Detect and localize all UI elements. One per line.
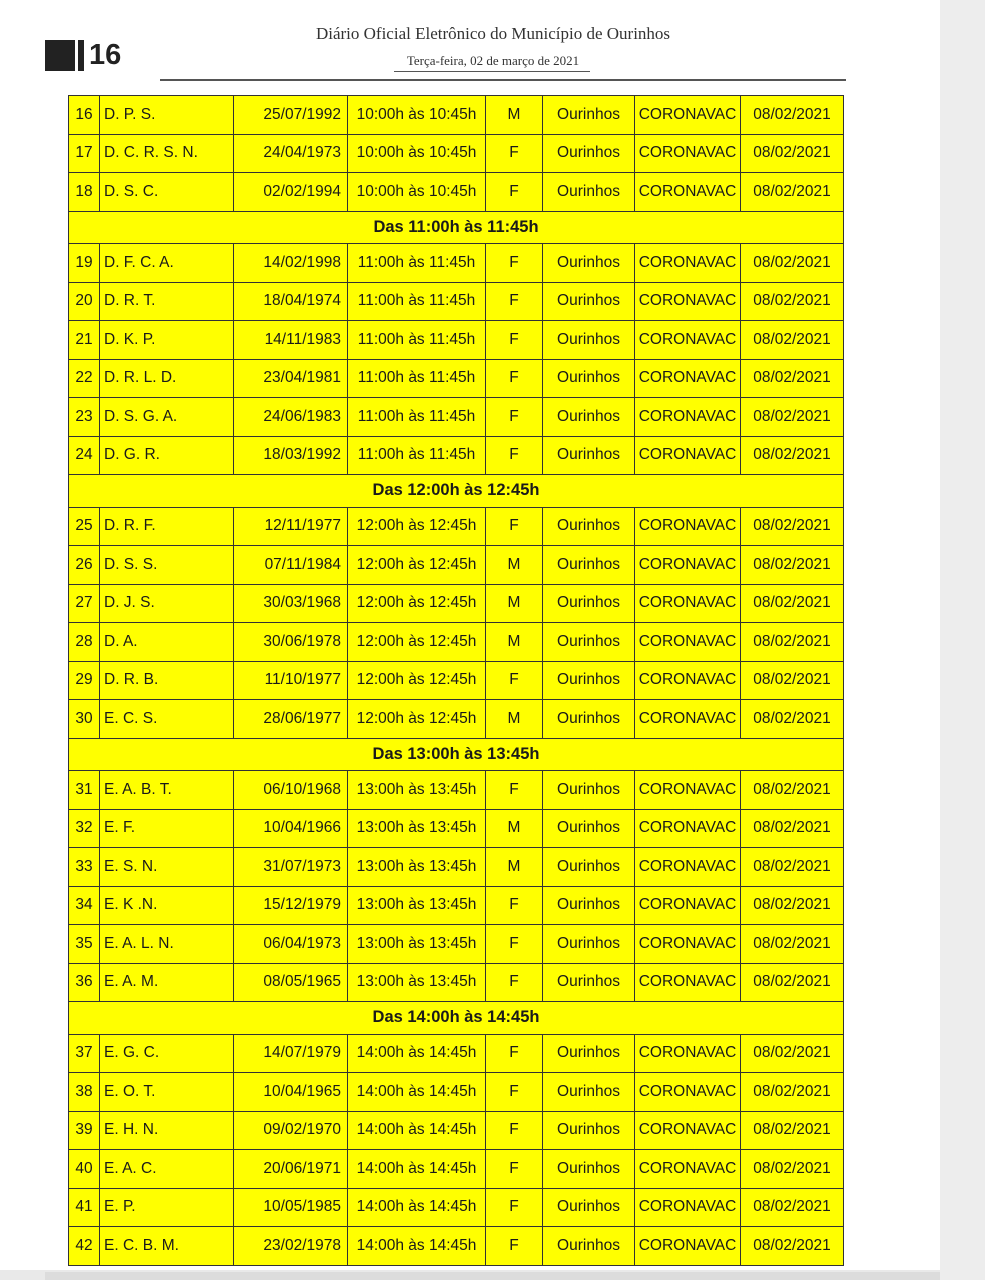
table-row bbox=[69, 173, 844, 212]
sex-cell: F bbox=[486, 282, 543, 321]
vaccination-date-cell: 08/02/2021 bbox=[741, 771, 844, 810]
initials-cell: D. G. R. bbox=[100, 436, 234, 475]
sex-cell: M bbox=[486, 809, 543, 848]
sex-cell: M bbox=[486, 623, 543, 662]
birth-date-cell: 09/02/1970 bbox=[234, 1111, 348, 1150]
table-row bbox=[69, 282, 844, 321]
table-row bbox=[69, 886, 844, 925]
vaccine-cell: CORONAVAC bbox=[635, 398, 741, 437]
time-slot-cell: 11:00h às 11:45h bbox=[348, 436, 486, 475]
initials-cell: E. C. B. M. bbox=[100, 1227, 234, 1266]
table-row bbox=[69, 623, 844, 662]
birth-date-cell: 30/06/1978 bbox=[234, 623, 348, 662]
initials-cell: E. K .N. bbox=[100, 886, 234, 925]
row-number-cell: 39 bbox=[69, 1111, 100, 1150]
city-cell: Ourinhos bbox=[543, 1150, 635, 1189]
time-slot-cell: 11:00h às 11:45h bbox=[348, 244, 486, 283]
row-number-cell: 32 bbox=[69, 809, 100, 848]
viewer-background bbox=[940, 0, 985, 1280]
time-slot-cell: 14:00h às 14:45h bbox=[348, 1073, 486, 1112]
city-cell: Ourinhos bbox=[543, 321, 635, 360]
birth-date-cell: 14/11/1983 bbox=[234, 321, 348, 360]
city-cell: Ourinhos bbox=[543, 507, 635, 546]
table-row bbox=[69, 244, 844, 283]
vaccination-date-cell: 08/02/2021 bbox=[741, 173, 844, 212]
time-slot-cell: 14:00h às 14:45h bbox=[348, 1188, 486, 1227]
birth-date-cell: 10/04/1965 bbox=[234, 1073, 348, 1112]
vaccine-cell: CORONAVAC bbox=[635, 134, 741, 173]
sex-cell: F bbox=[486, 1073, 543, 1112]
time-slot-cell: 14:00h às 14:45h bbox=[348, 1150, 486, 1189]
initials-cell: D. A. bbox=[100, 623, 234, 662]
vaccination-date-cell: 08/02/2021 bbox=[741, 1188, 844, 1227]
gazette-date: Terça-feira, 02 de março de 2021 bbox=[406, 53, 580, 68]
city-cell: Ourinhos bbox=[543, 1073, 635, 1112]
initials-cell: E. H. N. bbox=[100, 1111, 234, 1150]
birth-date-cell: 30/03/1968 bbox=[234, 584, 348, 623]
city-cell: Ourinhos bbox=[543, 1227, 635, 1266]
vaccination-date-cell: 08/02/2021 bbox=[741, 925, 844, 964]
initials-cell: D. C. R. S. N. bbox=[100, 134, 234, 173]
sex-cell: F bbox=[486, 321, 543, 360]
vaccination-date-cell: 08/02/2021 bbox=[741, 963, 844, 1002]
city-cell: Ourinhos bbox=[543, 1034, 635, 1073]
city-cell: Ourinhos bbox=[543, 623, 635, 662]
birth-date-cell: 12/11/1977 bbox=[234, 507, 348, 546]
initials-cell: E. A. M. bbox=[100, 963, 234, 1002]
page-number: 16 bbox=[89, 39, 122, 71]
time-group-header-row bbox=[69, 211, 844, 244]
vaccination-date-cell: 08/02/2021 bbox=[741, 848, 844, 887]
city-cell: Ourinhos bbox=[543, 925, 635, 964]
initials-cell: D. R. T. bbox=[100, 282, 234, 321]
vaccination-date-cell: 08/02/2021 bbox=[741, 700, 844, 739]
vaccine-cell: CORONAVAC bbox=[635, 700, 741, 739]
birth-date-cell: 24/04/1973 bbox=[234, 134, 348, 173]
sex-cell: F bbox=[486, 244, 543, 283]
vaccine-cell: CORONAVAC bbox=[635, 886, 741, 925]
row-number-cell: 42 bbox=[69, 1227, 100, 1266]
birth-date-cell: 06/10/1968 bbox=[234, 771, 348, 810]
sex-cell: F bbox=[486, 173, 543, 212]
table-row bbox=[69, 96, 844, 135]
table-row bbox=[69, 809, 844, 848]
time-slot-cell: 12:00h às 12:45h bbox=[348, 700, 486, 739]
table-row bbox=[69, 925, 844, 964]
city-cell: Ourinhos bbox=[543, 546, 635, 585]
table-row bbox=[69, 584, 844, 623]
initials-cell: D. R. B. bbox=[100, 661, 234, 700]
initials-cell: D. R. F. bbox=[100, 507, 234, 546]
table-row bbox=[69, 771, 844, 810]
birth-date-cell: 31/07/1973 bbox=[234, 848, 348, 887]
sex-cell: M bbox=[486, 700, 543, 739]
birth-date-cell: 08/05/1965 bbox=[234, 963, 348, 1002]
row-number-cell: 27 bbox=[69, 584, 100, 623]
initials-cell: E. A. L. N. bbox=[100, 925, 234, 964]
birth-date-cell: 14/02/1998 bbox=[234, 244, 348, 283]
schedule-body bbox=[69, 96, 844, 1266]
date-underline bbox=[394, 71, 590, 72]
sex-cell: F bbox=[486, 398, 543, 437]
table-row bbox=[69, 700, 844, 739]
city-cell: Ourinhos bbox=[543, 661, 635, 700]
row-number-cell: 35 bbox=[69, 925, 100, 964]
initials-cell: E. C. S. bbox=[100, 700, 234, 739]
sex-cell: M bbox=[486, 96, 543, 135]
row-number-cell: 23 bbox=[69, 398, 100, 437]
city-cell: Ourinhos bbox=[543, 96, 635, 135]
city-cell: Ourinhos bbox=[543, 134, 635, 173]
vaccination-date-cell: 08/02/2021 bbox=[741, 1150, 844, 1189]
time-slot-cell: 10:00h às 10:45h bbox=[348, 134, 486, 173]
initials-cell: D. K. P. bbox=[100, 321, 234, 360]
vaccine-cell: CORONAVAC bbox=[635, 96, 741, 135]
vaccine-cell: CORONAVAC bbox=[635, 244, 741, 283]
vaccination-date-cell: 08/02/2021 bbox=[741, 359, 844, 398]
initials-cell: D. S. C. bbox=[100, 173, 234, 212]
vaccine-cell: CORONAVAC bbox=[635, 507, 741, 546]
row-number-cell: 25 bbox=[69, 507, 100, 546]
time-slot-cell: 14:00h às 14:45h bbox=[348, 1111, 486, 1150]
row-number-cell: 19 bbox=[69, 244, 100, 283]
table-row bbox=[69, 546, 844, 585]
birth-date-cell: 25/07/1992 bbox=[234, 96, 348, 135]
time-slot-cell: 11:00h às 11:45h bbox=[348, 398, 486, 437]
sex-cell: F bbox=[486, 925, 543, 964]
initials-cell: E. F. bbox=[100, 809, 234, 848]
gazette-title: Diário Oficial Eletrônico do Município de Ourinhos bbox=[315, 24, 671, 43]
vaccination-date-cell: 08/02/2021 bbox=[741, 398, 844, 437]
vaccine-cell: CORONAVAC bbox=[635, 1111, 741, 1150]
time-slot-cell: 10:00h às 10:45h bbox=[348, 96, 486, 135]
birth-date-cell: 06/04/1973 bbox=[234, 925, 348, 964]
time-slot-cell: 11:00h às 11:45h bbox=[348, 359, 486, 398]
time-slot-cell: 10:00h às 10:45h bbox=[348, 173, 486, 212]
vaccine-cell: CORONAVAC bbox=[635, 436, 741, 475]
vaccine-cell: CORONAVAC bbox=[635, 771, 741, 810]
table-row bbox=[69, 321, 844, 360]
row-number-cell: 34 bbox=[69, 886, 100, 925]
city-cell: Ourinhos bbox=[543, 848, 635, 887]
table-row bbox=[69, 507, 844, 546]
initials-cell: E. P. bbox=[100, 1188, 234, 1227]
row-number-cell: 30 bbox=[69, 700, 100, 739]
initials-cell: E. A. C. bbox=[100, 1150, 234, 1189]
vaccine-cell: CORONAVAC bbox=[635, 321, 741, 360]
time-slot-cell: 14:00h às 14:45h bbox=[348, 1034, 486, 1073]
time-group-header-row bbox=[69, 738, 844, 771]
time-slot-cell: 13:00h às 13:45h bbox=[348, 771, 486, 810]
vaccination-date-cell: 08/02/2021 bbox=[741, 1111, 844, 1150]
row-number-cell: 20 bbox=[69, 282, 100, 321]
sex-cell: F bbox=[486, 359, 543, 398]
table-row bbox=[69, 1150, 844, 1189]
vaccination-date-cell: 08/02/2021 bbox=[741, 96, 844, 135]
time-slot-cell: 13:00h às 13:45h bbox=[348, 848, 486, 887]
time-group-header-row bbox=[69, 475, 844, 508]
city-cell: Ourinhos bbox=[543, 436, 635, 475]
sex-cell: M bbox=[486, 546, 543, 585]
initials-cell: E. S. N. bbox=[100, 848, 234, 887]
vaccine-cell: CORONAVAC bbox=[635, 173, 741, 212]
city-cell: Ourinhos bbox=[543, 1188, 635, 1227]
vaccine-cell: CORONAVAC bbox=[635, 848, 741, 887]
sex-cell: F bbox=[486, 1034, 543, 1073]
table-row bbox=[69, 436, 844, 475]
row-number-cell: 31 bbox=[69, 771, 100, 810]
initials-cell: D. R. L. D. bbox=[100, 359, 234, 398]
vaccine-cell: CORONAVAC bbox=[635, 661, 741, 700]
time-slot-cell: 12:00h às 12:45h bbox=[348, 507, 486, 546]
city-cell: Ourinhos bbox=[543, 1111, 635, 1150]
sex-cell: F bbox=[486, 134, 543, 173]
sex-cell: F bbox=[486, 507, 543, 546]
time-group-header: Das 13:00h às 13:45h bbox=[69, 738, 844, 771]
vaccination-date-cell: 08/02/2021 bbox=[741, 134, 844, 173]
vaccine-cell: CORONAVAC bbox=[635, 282, 741, 321]
vaccine-cell: CORONAVAC bbox=[635, 359, 741, 398]
initials-cell: D. J. S. bbox=[100, 584, 234, 623]
birth-date-cell: 23/04/1981 bbox=[234, 359, 348, 398]
vaccination-date-cell: 08/02/2021 bbox=[741, 1034, 844, 1073]
row-number-cell: 36 bbox=[69, 963, 100, 1002]
table-row bbox=[69, 1111, 844, 1150]
time-slot-cell: 12:00h às 12:45h bbox=[348, 661, 486, 700]
time-slot-cell: 14:00h às 14:45h bbox=[348, 1227, 486, 1266]
vaccine-cell: CORONAVAC bbox=[635, 1073, 741, 1112]
sex-cell: F bbox=[486, 436, 543, 475]
row-number-cell: 17 bbox=[69, 134, 100, 173]
table-row bbox=[69, 134, 844, 173]
time-slot-cell: 13:00h às 13:45h bbox=[348, 963, 486, 1002]
sex-cell: F bbox=[486, 1150, 543, 1189]
initials-cell: D. S. S. bbox=[100, 546, 234, 585]
vaccination-date-cell: 08/02/2021 bbox=[741, 623, 844, 662]
sex-cell: F bbox=[486, 1188, 543, 1227]
page-bottom-edge bbox=[45, 1272, 940, 1280]
city-cell: Ourinhos bbox=[543, 809, 635, 848]
city-cell: Ourinhos bbox=[543, 886, 635, 925]
vaccination-schedule-table bbox=[68, 95, 844, 1266]
table-row bbox=[69, 359, 844, 398]
vaccination-date-cell: 08/02/2021 bbox=[741, 321, 844, 360]
city-cell: Ourinhos bbox=[543, 700, 635, 739]
city-cell: Ourinhos bbox=[543, 771, 635, 810]
birth-date-cell: 18/04/1974 bbox=[234, 282, 348, 321]
row-number-cell: 40 bbox=[69, 1150, 100, 1189]
table-row bbox=[69, 1034, 844, 1073]
vaccine-cell: CORONAVAC bbox=[635, 925, 741, 964]
time-slot-cell: 12:00h às 12:45h bbox=[348, 546, 486, 585]
header-rule bbox=[160, 79, 846, 81]
time-group-header: Das 12:00h às 12:45h bbox=[69, 475, 844, 508]
city-cell: Ourinhos bbox=[543, 963, 635, 1002]
birth-date-cell: 24/06/1983 bbox=[234, 398, 348, 437]
vaccination-date-cell: 08/02/2021 bbox=[741, 244, 844, 283]
vaccine-cell: CORONAVAC bbox=[635, 584, 741, 623]
sex-cell: M bbox=[486, 584, 543, 623]
birth-date-cell: 20/06/1971 bbox=[234, 1150, 348, 1189]
table-row bbox=[69, 1188, 844, 1227]
vaccination-date-cell: 08/02/2021 bbox=[741, 809, 844, 848]
vaccine-cell: CORONAVAC bbox=[635, 623, 741, 662]
vaccination-date-cell: 08/02/2021 bbox=[741, 1227, 844, 1266]
time-slot-cell: 11:00h às 11:45h bbox=[348, 282, 486, 321]
vaccine-cell: CORONAVAC bbox=[635, 963, 741, 1002]
vaccination-date-cell: 08/02/2021 bbox=[741, 436, 844, 475]
initials-cell: E. A. B. T. bbox=[100, 771, 234, 810]
initials-cell: D. P. S. bbox=[100, 96, 234, 135]
time-slot-cell: 11:00h às 11:45h bbox=[348, 321, 486, 360]
birth-date-cell: 10/05/1985 bbox=[234, 1188, 348, 1227]
city-cell: Ourinhos bbox=[543, 359, 635, 398]
vaccine-cell: CORONAVAC bbox=[635, 809, 741, 848]
birth-date-cell: 07/11/1984 bbox=[234, 546, 348, 585]
vaccine-cell: CORONAVAC bbox=[635, 1188, 741, 1227]
birth-date-cell: 10/04/1966 bbox=[234, 809, 348, 848]
time-group-header: Das 11:00h às 11:45h bbox=[69, 211, 844, 244]
page-number-bar bbox=[78, 40, 84, 71]
time-slot-cell: 13:00h às 13:45h bbox=[348, 809, 486, 848]
row-number-cell: 16 bbox=[69, 96, 100, 135]
initials-cell: D. F. C. A. bbox=[100, 244, 234, 283]
table-row bbox=[69, 848, 844, 887]
vaccination-date-cell: 08/02/2021 bbox=[741, 1073, 844, 1112]
time-group-header: Das 14:00h às 14:45h bbox=[69, 1002, 844, 1035]
initials-cell: E. O. T. bbox=[100, 1073, 234, 1112]
city-cell: Ourinhos bbox=[543, 244, 635, 283]
row-number-cell: 24 bbox=[69, 436, 100, 475]
vaccine-cell: CORONAVAC bbox=[635, 1150, 741, 1189]
vaccination-date-cell: 08/02/2021 bbox=[741, 661, 844, 700]
row-number-cell: 38 bbox=[69, 1073, 100, 1112]
birth-date-cell: 11/10/1977 bbox=[234, 661, 348, 700]
initials-cell: D. S. G. A. bbox=[100, 398, 234, 437]
row-number-cell: 33 bbox=[69, 848, 100, 887]
row-number-cell: 26 bbox=[69, 546, 100, 585]
sex-cell: F bbox=[486, 1227, 543, 1266]
row-number-cell: 28 bbox=[69, 623, 100, 662]
sex-cell: F bbox=[486, 886, 543, 925]
row-number-cell: 41 bbox=[69, 1188, 100, 1227]
birth-date-cell: 28/06/1977 bbox=[234, 700, 348, 739]
row-number-cell: 21 bbox=[69, 321, 100, 360]
city-cell: Ourinhos bbox=[543, 282, 635, 321]
vaccination-date-cell: 08/02/2021 bbox=[741, 282, 844, 321]
vaccine-cell: CORONAVAC bbox=[635, 1227, 741, 1266]
time-slot-cell: 12:00h às 12:45h bbox=[348, 584, 486, 623]
row-number-cell: 22 bbox=[69, 359, 100, 398]
time-slot-cell: 13:00h às 13:45h bbox=[348, 925, 486, 964]
vaccination-date-cell: 08/02/2021 bbox=[741, 886, 844, 925]
vaccination-date-cell: 08/02/2021 bbox=[741, 507, 844, 546]
page-number-block bbox=[45, 40, 75, 71]
sex-cell: F bbox=[486, 771, 543, 810]
birth-date-cell: 02/02/1994 bbox=[234, 173, 348, 212]
table-row bbox=[69, 1227, 844, 1266]
row-number-cell: 29 bbox=[69, 661, 100, 700]
vaccine-cell: CORONAVAC bbox=[635, 546, 741, 585]
initials-cell: E. G. C. bbox=[100, 1034, 234, 1073]
time-slot-cell: 13:00h às 13:45h bbox=[348, 886, 486, 925]
table-row bbox=[69, 661, 844, 700]
table-row bbox=[69, 963, 844, 1002]
sex-cell: F bbox=[486, 1111, 543, 1150]
row-number-cell: 18 bbox=[69, 173, 100, 212]
vaccine-cell: CORONAVAC bbox=[635, 1034, 741, 1073]
city-cell: Ourinhos bbox=[543, 398, 635, 437]
time-group-header-row bbox=[69, 1002, 844, 1035]
vaccination-date-cell: 08/02/2021 bbox=[741, 546, 844, 585]
city-cell: Ourinhos bbox=[543, 584, 635, 623]
birth-date-cell: 14/07/1979 bbox=[234, 1034, 348, 1073]
birth-date-cell: 15/12/1979 bbox=[234, 886, 348, 925]
table-row bbox=[69, 1073, 844, 1112]
table-row bbox=[69, 398, 844, 437]
birth-date-cell: 23/02/1978 bbox=[234, 1227, 348, 1266]
time-slot-cell: 12:00h às 12:45h bbox=[348, 623, 486, 662]
city-cell: Ourinhos bbox=[543, 173, 635, 212]
sex-cell: F bbox=[486, 963, 543, 1002]
vaccination-date-cell: 08/02/2021 bbox=[741, 584, 844, 623]
sex-cell: M bbox=[486, 848, 543, 887]
sex-cell: F bbox=[486, 661, 543, 700]
birth-date-cell: 18/03/1992 bbox=[234, 436, 348, 475]
row-number-cell: 37 bbox=[69, 1034, 100, 1073]
